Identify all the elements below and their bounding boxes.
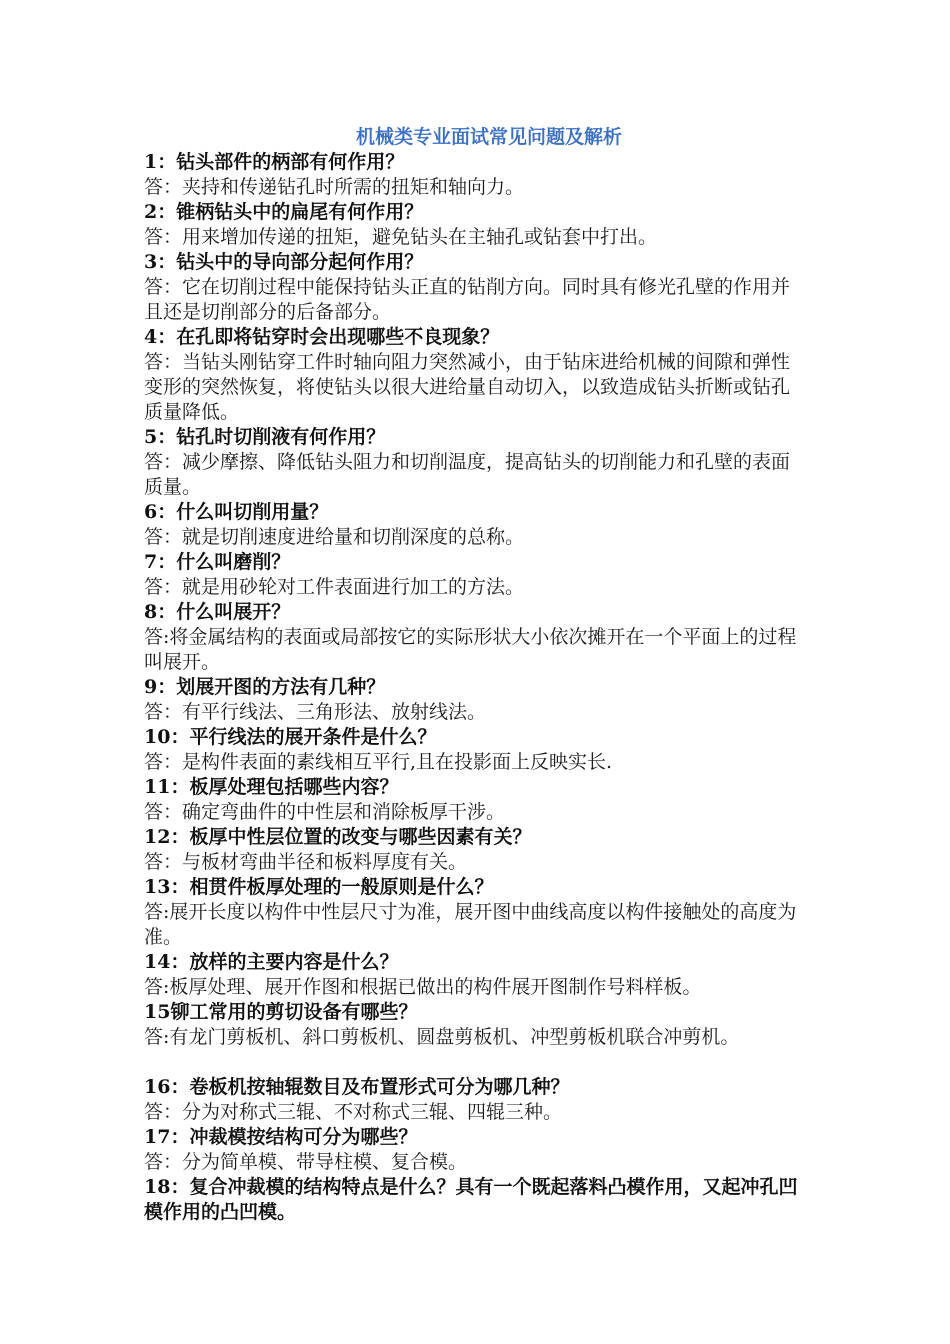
- question-16: 16：卷板机按轴辊数目及布置形式可分为哪几种？: [144, 1076, 570, 1098]
- answer-6: 答：就是切削速度进给量和切削深度的总称。: [144, 526, 525, 548]
- answer-7: 答：就是用砂轮对工件表面进行加工的方法。: [144, 576, 525, 598]
- answer-17: 答：分为简单模、带导柱模、复合模。: [144, 1151, 468, 1173]
- question-17: 17：冲裁模按结构可分为哪些？: [144, 1126, 418, 1148]
- question-5: 5：钻孔时切削液有何作用？: [144, 426, 386, 448]
- question-9: 9：划展开图的方法有几种？: [144, 676, 386, 698]
- question-4: 4：在孔即将钻穿时会出现哪些不良现象？: [144, 326, 500, 348]
- question-18-text: 18：复合冲裁模的结构特点是什么？: [144, 1176, 456, 1198]
- answer-18-text: 具有一个既起落料凸模作用，又起冲孔凹模作用的凸凹模。: [144, 1176, 798, 1223]
- answer-3: 答：它在切削过程中能保持钻头正直的钻削方向。同时具有修光孔壁的作用并且还是切削部分的后备部分。: [144, 276, 791, 323]
- question-7: 7：什么叫磨削？: [144, 551, 291, 573]
- answer-8: 答:将金属结构的表面或局部按它的实际形状大小依次摊开在一个平面上的过程叫展开。: [144, 626, 797, 673]
- question-15: 15铆工常用的剪切设备有哪些？: [144, 1001, 418, 1023]
- question-1: 1：钻头部件的柄部有何作用？: [144, 151, 405, 173]
- question-11: 11：板厚处理包括哪些内容？: [144, 776, 399, 798]
- question-6: 6：什么叫切削用量？: [144, 501, 329, 523]
- answer-9: 答：有平行线法、三角形法、放射线法。: [144, 701, 487, 723]
- answer-5: 答：减少摩擦、降低钻头阻力和切削温度，提高钻头的切削能力和孔壁的表面质量。: [144, 451, 791, 498]
- answer-4: 答：当钻头刚钻穿工件时轴向阻力突然减小，由于钻床进给机械的间隙和弹性变形的突然恢复，将使钻头以很大进给量自动切入，以致造成钻头折断或钻孔质量降低。: [144, 351, 791, 423]
- answer-12: 答：与板材弯曲半径和板料厚度有关。: [144, 851, 468, 873]
- answer-16: 答：分为对称式三辊、不对称式三辊、四辊三种。: [144, 1101, 563, 1123]
- answer-13: 答:展开长度以构件中性层尺寸为准，展开图中曲线高度以构件接触处的高度为准。: [144, 901, 797, 948]
- question-13: 13：相贯件板厚处理的一般原则是什么？: [144, 876, 494, 898]
- question-14: 14：放样的主要内容是什么？: [144, 951, 399, 973]
- answer-1: 答：夹持和传递钻孔时所需的扭矩和轴向力。: [144, 176, 525, 198]
- answer-14: 答:板厚处理、展开作图和根据已做出的构件展开图制作号料样板。: [144, 976, 702, 998]
- answer-2: 答：用来增加传递的扭矩，避免钻头在主轴孔或钻套中打出。: [144, 226, 658, 248]
- question-8: 8：什么叫展开？: [144, 601, 291, 623]
- question-3: 3：钻头中的导向部分起何作用？: [144, 251, 424, 273]
- blank-line: [144, 1050, 824, 1075]
- question-12: 12：板厚中性层位置的改变与哪些因素有关？: [144, 826, 532, 848]
- document-title: 机械类专业面试常见问题及解析: [355, 126, 622, 148]
- document-page: [144, 124, 824, 1225]
- answer-15: 答:有龙门剪板机、斜口剪板机、圆盘剪板机、冲型剪板机联合冲剪机。: [144, 1026, 740, 1048]
- answer-10: 答：是构件表面的素线相互平行,且在投影面上反映实长.: [144, 751, 613, 773]
- question-10: 10：平行线法的展开条件是什么？: [144, 726, 437, 748]
- question-18: [144, 1175, 806, 1225]
- question-2: 2：锥柄钻头中的扁尾有何作用？: [144, 201, 424, 223]
- answer-11: 答：确定弯曲件的中性层和消除板厚干涉。: [144, 801, 506, 823]
